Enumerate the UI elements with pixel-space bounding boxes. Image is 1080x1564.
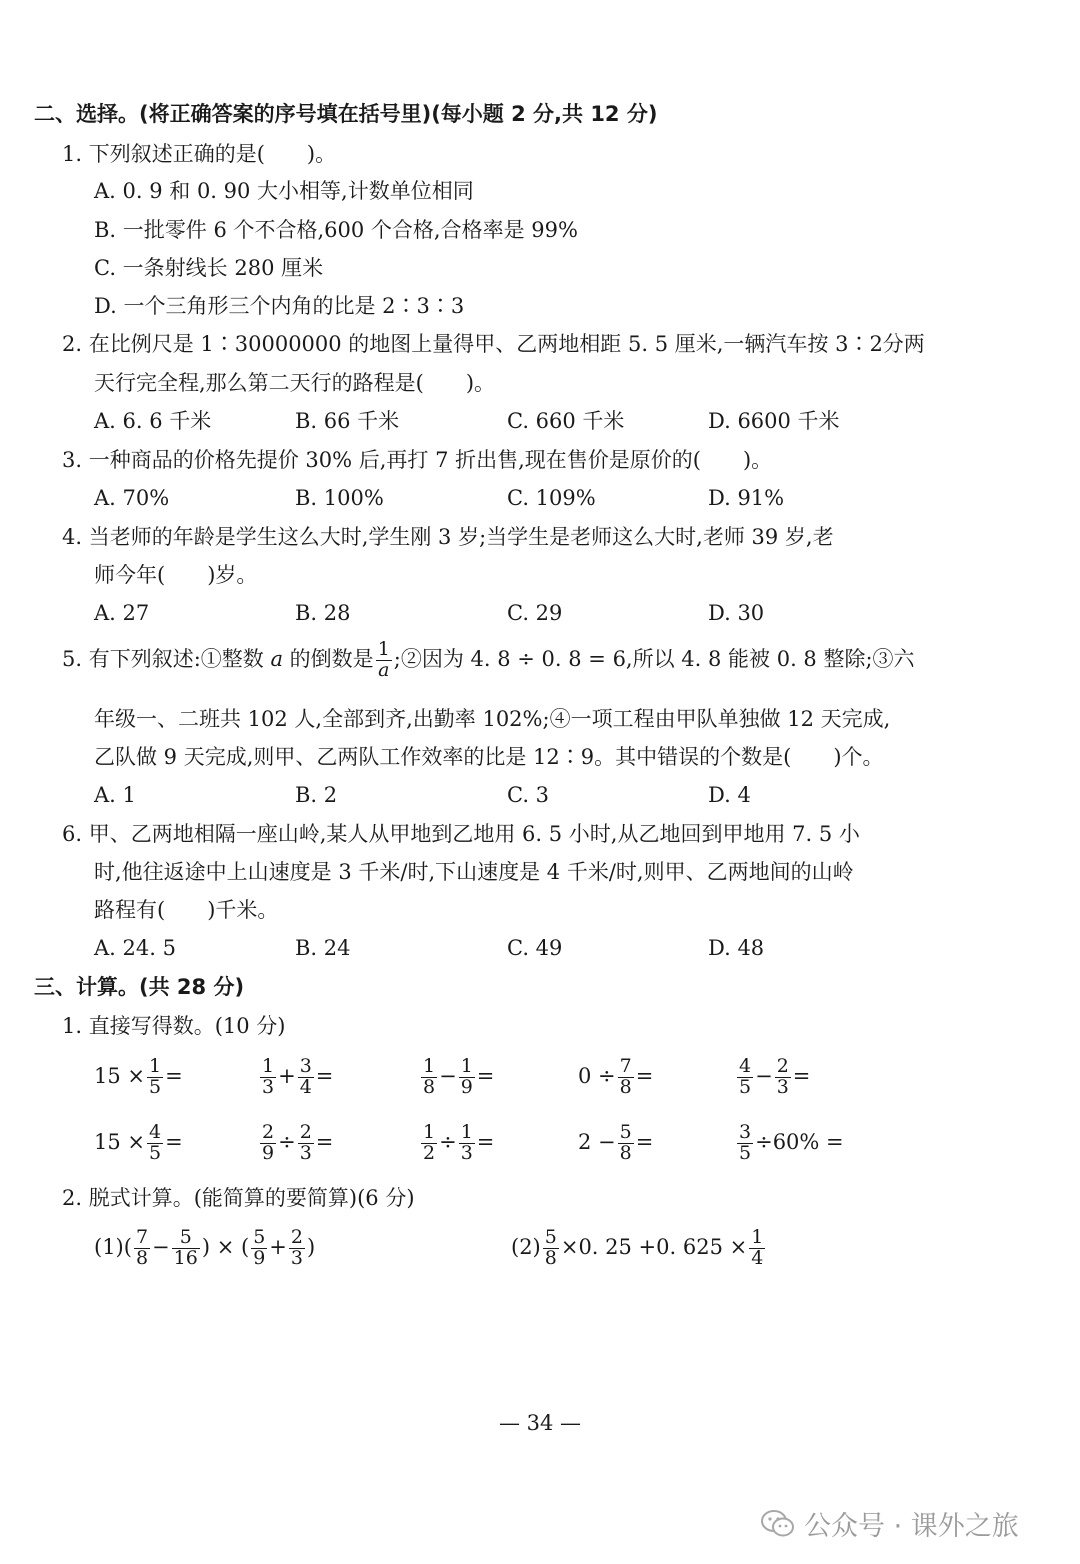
q1-option-b: B. 一批零件 6 个不合格,600 个合格,合格率是 99% [94, 218, 578, 242]
operator: ÷ [278, 1129, 296, 1154]
frac-den: 4 [299, 1075, 312, 1098]
frac-den: 3 [290, 1246, 303, 1269]
expr-end: ) [306, 1234, 316, 1259]
q1-stem: 1. 下列叙述正确的是( )。 [62, 142, 337, 166]
q6-stem-line3: 路程有( )千米。 [94, 898, 279, 922]
frac-num: 3 [739, 1121, 752, 1143]
frac-num: 2 [262, 1121, 275, 1143]
frac-num: 5 [619, 1121, 632, 1143]
frac-den: 3 [776, 1075, 789, 1098]
q4-stem-line2: 师今年( )岁。 [94, 563, 258, 587]
frac-num: 3 [299, 1055, 312, 1077]
q2-stem-line1: 2. 在比例尺是 1∶30000000 的地图上量得甲、乙两地相距 5. 5 厘米,一辆汽车按 3∶2分两 [62, 332, 925, 356]
expr-middle: ×0. 25 +0. 625 × [560, 1234, 748, 1259]
q5-option-a: A. 1 [94, 783, 136, 807]
problem-label: (1)( [94, 1234, 132, 1259]
frac-den: 3 [460, 1141, 473, 1164]
q4-option-a: A. 27 [94, 601, 150, 625]
q6-stem-line1: 6. 甲、乙两地相隔一座山岭,某人从甲地到乙地用 6. 5 小时,从乙地回到甲地用 7. 5 小 [62, 822, 860, 846]
frac-den: 8 [135, 1246, 149, 1269]
fraction [543, 1228, 559, 1269]
page-number: — 34 — [498, 1411, 582, 1435]
q3-stem: 3. 一种商品的价格先提价 30% 后,再打 7 折出售,现在售价是原价的( )。 [62, 448, 773, 472]
frac-num: 7 [135, 1226, 149, 1248]
fraction [298, 1123, 314, 1164]
operator: − [152, 1234, 170, 1259]
equals-sign: = [635, 1063, 654, 1088]
fraction [421, 1123, 437, 1164]
frac-num: 2 [299, 1121, 312, 1143]
frac-num: 1 [423, 1055, 436, 1077]
q3-option-a: A. 70% [94, 486, 170, 510]
fraction [134, 1228, 150, 1269]
frac-num: 1 [262, 1055, 275, 1077]
fraction [251, 1228, 267, 1269]
equals-sign: = [792, 1063, 811, 1088]
q2-option-a: A. 6. 6 千米 [94, 409, 212, 433]
fraction [618, 1123, 634, 1164]
fraction [459, 1123, 475, 1164]
calc-r2-e1 [94, 1123, 183, 1164]
frac-den: 9 [253, 1246, 266, 1269]
frac-den: 3 [262, 1075, 275, 1098]
frac-num: 2 [290, 1226, 303, 1248]
q1-option-a: A. 0. 9 和 0. 90 大小相等,计数单位相同 [94, 179, 474, 203]
q5-stem-mid: 的倒数是 [283, 646, 374, 671]
q1-option-c: C. 一条射线长 280 厘米 [94, 256, 324, 280]
frac-den: 9 [460, 1075, 473, 1098]
frac-num: 1 [460, 1055, 473, 1077]
equals-sign: = [635, 1129, 654, 1154]
q6-option-a: A. 24. 5 [94, 936, 176, 960]
fraction [298, 1057, 314, 1098]
frac-den: 8 [619, 1141, 632, 1164]
fraction [749, 1228, 765, 1269]
watermark-text: 公众号 · 课外之旅 [804, 1511, 1019, 1542]
frac-num: 5 [253, 1226, 266, 1248]
q6-option-c: C. 49 [507, 936, 563, 960]
fraction [147, 1057, 163, 1098]
fraction [737, 1123, 753, 1164]
q2-option-d: D. 6600 千米 [708, 409, 840, 433]
q3-option-d: D. 91% [708, 486, 785, 510]
q5-stem-line1 [62, 640, 915, 681]
equals-sign: ÷60% = [755, 1129, 844, 1154]
fraction [289, 1228, 305, 1269]
frac-den: 16 [173, 1246, 198, 1269]
q5-stem-start: 5. 有下列叙述:①整数 [62, 646, 271, 671]
expr-middle: ) × ( [201, 1234, 250, 1259]
operator: − [755, 1063, 773, 1088]
calc-r2-e3 [419, 1123, 494, 1164]
frac-den: 8 [423, 1075, 436, 1098]
frac-num: 1 [149, 1055, 162, 1077]
frac-den: 4 [751, 1246, 764, 1269]
fraction [618, 1057, 634, 1098]
calc-r1-e2 [258, 1057, 333, 1098]
q2-stem-line2: 天行完全程,那么第二天行的路程是( )。 [94, 371, 496, 395]
calc-r1-e3 [419, 1057, 494, 1098]
wechat-icon [760, 1509, 796, 1539]
q2-option-b: B. 66 千米 [295, 409, 400, 433]
q5-option-c: C. 3 [507, 783, 550, 807]
operator: + [278, 1063, 296, 1088]
frac-den: 9 [262, 1141, 275, 1164]
equals-sign: = [315, 1129, 334, 1154]
q5-stem-line3: 乙队做 9 天完成,则甲、乙两队工作效率的比是 12∶9。其中错误的个数是( )个。 [94, 745, 884, 769]
q4-option-c: C. 29 [507, 601, 563, 625]
calc-r1-e1 [94, 1057, 183, 1098]
q6-option-b: B. 24 [295, 936, 351, 960]
calc-r1-e4 [578, 1057, 653, 1098]
frac-num: 1 [460, 1121, 473, 1143]
calc-problem-1 [94, 1228, 315, 1269]
calc-r2-e2 [258, 1123, 333, 1164]
section-2-title: 二、选择。(将正确答案的序号填在括号里)(每小题 2 分,共 12 分) [34, 102, 658, 126]
fraction [459, 1057, 475, 1098]
equals-sign: = [165, 1129, 183, 1154]
expr-prefix: 15 × [94, 1063, 145, 1088]
q1-option-d: D. 一个三角形三个内角的比是 2∶3∶3 [94, 294, 465, 318]
q5-option-d: D. 4 [708, 783, 751, 807]
equals-sign: = [165, 1063, 183, 1088]
q2-option-c: C. 660 千米 [507, 409, 625, 433]
problem-label: (2) [511, 1234, 541, 1259]
q5-option-b: B. 2 [295, 783, 338, 807]
operator: − [439, 1063, 457, 1088]
equals-sign: = [476, 1129, 495, 1154]
frac-den: 5 [739, 1075, 752, 1098]
q6-stem-line2: 时,他往返途中上山速度是 3 千米/时,下山速度是 4 千米/时,则甲、乙两地间的山岭 [94, 860, 854, 884]
expr-prefix: 15 × [94, 1129, 145, 1154]
frac-den: 5 [149, 1075, 162, 1098]
frac-den: 3 [299, 1141, 312, 1164]
q4-option-d: D. 30 [708, 601, 765, 625]
q5-stem-line2: 年级一、二班共 102 人,全部到齐,出勤率 102%;④一项工程由甲队单独做 12 天完成, [94, 707, 891, 731]
calc-r2-e5 [735, 1123, 844, 1164]
calc-sub1-title: 1. 直接写得数。(10 分) [62, 1014, 286, 1038]
fraction [775, 1057, 791, 1098]
calc-sub2-title: 2. 脱式计算。(能简算的要简算)(6 分) [62, 1186, 415, 1210]
expr-prefix: 2 − [578, 1129, 616, 1154]
fraction [172, 1228, 200, 1269]
equals-sign: = [476, 1063, 495, 1088]
calc-problem-2 [511, 1228, 767, 1269]
fraction [260, 1057, 276, 1098]
calc-r1-e5 [735, 1057, 810, 1098]
q5-stem-end: ;②因为 4. 8 ÷ 0. 8 = 6,所以 4. 8 能被 0. 8 整除;③六 [393, 646, 915, 671]
frac-den: 5 [739, 1141, 752, 1164]
fraction [260, 1123, 276, 1164]
q4-stem-line1: 4. 当老师的年龄是学生这么大时,学生刚 3 岁;当学生是老师这么大时,老师 39 岁,老 [62, 525, 834, 549]
q3-option-c: C. 109% [507, 486, 596, 510]
q6-option-d: D. 48 [708, 936, 765, 960]
frac-num: 1 [423, 1121, 436, 1143]
frac-num: 4 [149, 1121, 162, 1143]
frac-num: 2 [776, 1055, 789, 1077]
frac-den: 5 [149, 1141, 162, 1164]
q5-frac-num: 1 [377, 638, 390, 660]
watermark [760, 1504, 1019, 1543]
equals-sign: = [315, 1063, 334, 1088]
operator: ÷ [439, 1129, 457, 1154]
q5-variable: a [270, 646, 283, 671]
frac-den: 8 [619, 1075, 632, 1098]
calc-r2-e4 [578, 1123, 653, 1164]
frac-num: 5 [544, 1226, 557, 1248]
frac-den: 2 [423, 1141, 436, 1164]
operator: + [269, 1234, 287, 1259]
q5-frac-den: a [376, 660, 392, 681]
frac-num: 4 [739, 1055, 752, 1077]
frac-num: 1 [751, 1226, 764, 1248]
frac-num: 7 [619, 1055, 632, 1077]
frac-num: 5 [179, 1226, 192, 1248]
q5-fraction [376, 640, 392, 681]
frac-den: 8 [544, 1246, 557, 1269]
q4-option-b: B. 28 [295, 601, 351, 625]
q3-option-b: B. 100% [295, 486, 384, 510]
fraction [421, 1057, 437, 1098]
expr-prefix: 0 ÷ [578, 1063, 616, 1088]
section-3-title: 三、计算。(共 28 分) [34, 975, 245, 999]
fraction [737, 1057, 753, 1098]
fraction [147, 1123, 163, 1164]
